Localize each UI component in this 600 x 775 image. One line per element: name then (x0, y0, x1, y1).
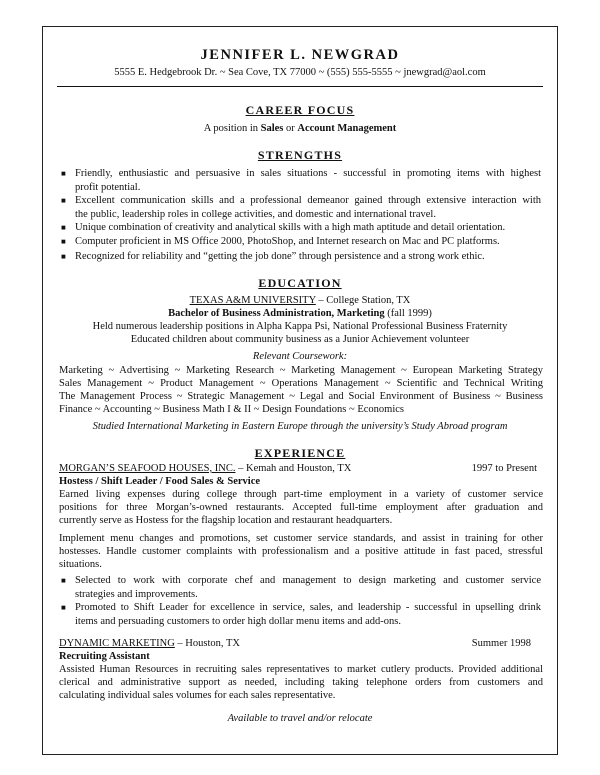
candidate-name: JENNIFER L. NEWGRAD (200, 47, 400, 63)
header-divider (57, 86, 543, 87)
bullet-icon: ■ (61, 223, 66, 232)
career-focus-text: A position in Sales or Account Management (203, 123, 397, 134)
coursework-line: Sales Management ~ Product Management ~ Operations Management ~ Scientific and Technical Writing (59, 378, 543, 389)
job1-header: MORGAN’S SEAFOOD HOUSES, INC. – Kemah and Houston, TX 1997 to Present (59, 463, 537, 474)
bullet-icon: ■ (61, 237, 66, 246)
list-item: ■ Excellent communication skills and a professional demeanor gained through extensive interaction with the public, leadership roles in college activities, and domestic and international travel. (61, 195, 541, 220)
school-line: TEXAS A&M UNIVERSITY – College Station, TX (189, 295, 411, 306)
degree-line: Bachelor of Business Administration, Marketing (fall 1999) (168, 308, 432, 319)
coursework-line: Finance ~ Accounting ~ Business Math I & II ~ Design Foundations ~ Economics (59, 404, 404, 415)
bullet-icon: ■ (61, 252, 66, 261)
coursework-line: The Management Process ~ Strategic Management ~ Legal and Social Environment of Business ~ Business (59, 391, 543, 402)
education-detail: Educated children about community business as a Junior Achievement volunteer (130, 334, 470, 345)
job2-title: Recruiting Assistant (59, 651, 150, 662)
job2-desc: Assisted Human Resources in recruiting sales representatives to market cutlery products. Provided additional (59, 664, 543, 675)
job2-header: DYNAMIC MARKETING – Houston, TX Summer 1998 (59, 638, 531, 649)
education-detail: Held numerous leadership positions in Alpha Kappa Psi, National Professional Business Fraternity (92, 321, 508, 332)
job1-desc: Earned living expenses during college through part-time employment in a variety of customer service (59, 489, 543, 500)
career-focus-heading: CAREER FOCUS (245, 103, 355, 117)
education-heading: EDUCATION (258, 276, 342, 290)
job1-desc: currently serve as Hostess for the flagship location and restaurant headquarters. (59, 515, 393, 526)
school-name: TEXAS A&M UNIVERSITY (189, 295, 316, 306)
bullet-icon: ■ (61, 169, 66, 178)
resume-page: JENNIFER L. NEWGRAD 5555 E. Hedgebrook Dr. ~ Sea Cove, TX 77000 ~ (555) 555-5555 ~ jnewgrad@aol.com CAREER FOCUS A position in Sales or Account Management STRENGTHS ■ Friendly, enthusiastic and persuasive in sales situations - successful in promoting items with highest profit potential. ■ Excellent communication skills and a professional demeanor gained through extensive interaction with the public, leadership roles in college activities, and domestic and international travel. ■ Unique combination of creativity and analytical skills with a high math aptitude and detail orientation. ■ Computer proficient in MS Office 2000, PhotoShop, and Internet research on Mac and PC platforms. ■ Recognized for reliability and “getting the job done” through persistence and a strong work ethic. EDUCATION TEXAS A&M UNIVERSITY – College Station, TX Bachelor of Business Administration, Marketing (fall 1999) Held numerous leadership positions in Alpha Kappa Psi, National Professional Business Fraternity Educated children about community business as a Junior Achievement volunteer Relevant Coursework: Marketing ~ Advertising ~ Marketing Research ~ Marketing Management ~ European Marketing Strategy Sales Management ~ Product Management ~ Operations Management ~ Scientific and Technical Writing The Management Process ~ Strategic Management ~ Legal and Social Environment of Business ~ Business Finance ~ Accounting ~ Business Math I & II ~ Design Foundations ~ Economics Studied International Marketing in Eastern Europe through the university’s Study Abroad program EXPERIENCE MORGAN’S SEAFOOD HOUSES, INC. – Kemah and Houston, TX 1997 to Present Hostess / Shift Leader / Food Sales & Service Earned living expenses during college through part-time employment in a variety of customer service positions for three Morgan’s-owned restaurants. Accepted full-time employment after graduation and currently serve as Hostess for the flagship location and restaurant headquarters. Implement menu changes and promotions, set customer service standards, and assist in training for other hostesses. Handle customer complaints with professionalism and a positive attitude in fast paced, stressful situations. ■ Selected to work with corporate chef and management to design marketing and customer service strategies and improvements. ■ Promoted to Shift Leader for excellence in service, sales, and leadership - successful in upselling drink items and persuading customers to order high dollar menu items and add-ons. DYNAMIC MARKETING – Houston, TX Summer 1998 Recruiting Assistant Assisted Human Resources in recruiting sales representatives to market cutlery products. Provided additional clerical and administrative support as needed, including taking telephone orders from customers and calculating individual sales volumes for each sales representative. Available to travel and/or relocate (42, 26, 558, 755)
relocation-note: Available to travel and/or relocate (227, 713, 373, 724)
job1-desc: hostesses. Handle customer complaints with professionalism and a positive attitude in fast paced, stressful (59, 546, 543, 557)
strengths-heading: STRENGTHS (257, 148, 343, 162)
list-item: ■ Promoted to Shift Leader for excellence in service, sales, and leadership - successful in upselling drink items and persuading customers to order high dollar menu items and add-ons. (61, 602, 541, 627)
job1-dates: 1997 to Present (471, 463, 537, 474)
job2-desc: clerical and administrative support as needed, including taking telephone orders from customers and (59, 677, 543, 688)
contact-info: 5555 E. Hedgebrook Dr. ~ Sea Cove, TX 77000 ~ (555) 555-5555 ~ jnewgrad@aol.com (114, 67, 486, 78)
job1-desc: Implement menu changes and promotions, set customer service standards, and assist in training for other (59, 533, 543, 544)
job2-desc: calculating individual sales volumes for each sales representative. (59, 690, 336, 701)
list-item: ■ Selected to work with corporate chef and management to design marketing and customer service strategies and improvements. (61, 575, 541, 600)
coursework-line: Marketing ~ Advertising ~ Marketing Research ~ Marketing Management ~ European Marketing Strategy (59, 365, 543, 376)
job2-dates: Summer 1998 (471, 638, 531, 649)
job1-company: MORGAN’S SEAFOOD HOUSES, INC. (59, 463, 236, 474)
degree-name: Bachelor of Business Administration, Marketing (168, 308, 385, 319)
experience-heading: EXPERIENCE (254, 446, 346, 460)
bullet-icon: ■ (61, 576, 66, 585)
bullet-icon: ■ (61, 196, 66, 205)
job2-company: DYNAMIC MARKETING (59, 638, 175, 649)
job1-desc: situations. (59, 559, 102, 570)
job1-desc: positions for three Morgan’s-owned restaurants. Accepted full-time employment after graduation and (59, 502, 543, 513)
study-abroad: Studied International Marketing in Eastern Europe through the university’s Study Abroad program (92, 421, 508, 432)
list-item: ■ Friendly, enthusiastic and persuasive in sales situations - successful in promoting items with highest profit potential. (61, 168, 541, 193)
bullet-icon: ■ (61, 603, 66, 612)
job1-title: Hostess / Shift Leader / Food Sales & Service (59, 476, 261, 487)
coursework-label: Relevant Coursework: (252, 351, 348, 362)
